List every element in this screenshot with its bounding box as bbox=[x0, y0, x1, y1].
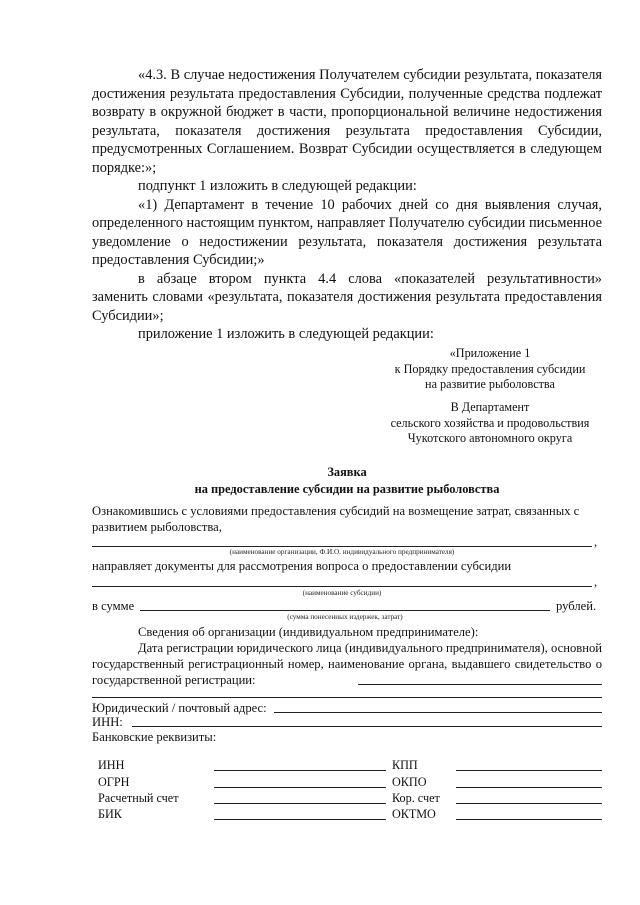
bank-field-kpp[interactable] bbox=[456, 770, 602, 771]
registration-text: Дата регистрации юридического лица (индивидуального предпринимателя), основной государственный регистрационный номер, наименование органа, выдавшего свидетельство о государственной регистрации: bbox=[92, 641, 602, 687]
appendix-line-1: «Приложение 1 bbox=[449, 346, 531, 360]
inn-label: ИНН: bbox=[92, 715, 123, 729]
bank-field-corr-account[interactable] bbox=[456, 803, 602, 804]
address-label: Юридический / почтовый адрес: bbox=[92, 701, 267, 715]
bank-label-ogrn: ОГРН bbox=[98, 775, 130, 789]
address-field[interactable] bbox=[274, 712, 602, 713]
bank-field-account[interactable] bbox=[214, 803, 386, 804]
comma: , bbox=[594, 535, 598, 549]
addressee-line-3: Чукотского автономного округа bbox=[407, 431, 573, 445]
addressee-line-2: сельского хозяйства и продовольствия bbox=[390, 415, 590, 430]
bank-label-okpo: ОКПО bbox=[392, 775, 427, 789]
amount-caption: (сумма понесенных издержек, затрат) bbox=[287, 613, 403, 621]
appendix-header bbox=[360, 346, 620, 393]
org-name-caption: (наименование организации, Ф.И.О. индивидуального предпринимателя) bbox=[229, 548, 455, 556]
bank-label-oktmo: ОКТМО bbox=[392, 807, 436, 821]
addressee-line-1: В Департамент bbox=[450, 400, 530, 414]
bank-field-bik[interactable] bbox=[214, 819, 386, 820]
bank-field-okpo[interactable] bbox=[456, 787, 602, 788]
registration-info bbox=[92, 640, 602, 688]
registration-field-continued[interactable] bbox=[92, 697, 602, 698]
form-intro: Ознакомившись с условиями предоставления субсидий на возмещение затрат, связанных с развитием рыболовства, bbox=[92, 504, 580, 534]
subsidy-name-caption: (наименование субсидии) bbox=[302, 589, 382, 597]
bank-details-label: Банковские реквизиты: bbox=[92, 730, 217, 744]
addressee-block bbox=[360, 400, 620, 447]
application-title: Заявка bbox=[327, 465, 367, 479]
registration-field[interactable] bbox=[358, 684, 602, 685]
amendment-text bbox=[92, 66, 602, 344]
org-name-field[interactable] bbox=[92, 546, 592, 547]
bank-field-inn[interactable] bbox=[214, 770, 386, 771]
paragraph-appendix: приложение 1 изложить в следующей редакции: bbox=[138, 326, 434, 342]
sends-text: направляет документы для рассмотрения вопроса о предоставлении субсидии bbox=[92, 559, 512, 573]
paragraph-subitem: подпункт 1 изложить в следующей редакции: bbox=[138, 178, 417, 194]
bank-label-bik: БИК bbox=[98, 807, 122, 821]
appendix-line-2: к Порядку предоставления субсидии bbox=[394, 361, 586, 376]
comma: , bbox=[594, 575, 598, 589]
bank-field-oktmo[interactable] bbox=[456, 819, 602, 820]
bank-label-kpp: КПП bbox=[392, 758, 418, 772]
rubles-label: рублей. bbox=[556, 599, 597, 613]
subsidy-name-field[interactable] bbox=[92, 586, 592, 587]
org-info-heading: Сведения об организации (индивидуальном предпринимателе): bbox=[138, 625, 479, 639]
appendix-line-3: на развитие рыболовства bbox=[425, 377, 555, 391]
paragraph-item-1: «1) Департамент в течение 10 рабочих дней со дня выявления случая, определенного настоящим пунктом, направляет Получателю субсидии письменное уведомление о недостижении результата, показателя достижения результата предоставления Субсидии;» bbox=[92, 196, 602, 268]
application-subtitle: на предоставление субсидии на развитие рыболовства bbox=[194, 482, 500, 496]
bank-label-account: Расчетный счет bbox=[98, 791, 179, 805]
bank-field-ogrn[interactable] bbox=[214, 787, 386, 788]
inn-field[interactable] bbox=[132, 726, 602, 727]
bank-label-corr-account: Кор. счет bbox=[392, 791, 440, 805]
paragraph-4-4: в абзаце втором пункта 4.4 слова «показателей результативности» заменить словами «результата, показателя достижения результата предоставления Субсидии»; bbox=[92, 270, 602, 324]
bank-label-inn: ИНН bbox=[98, 758, 125, 772]
paragraph-4-3: «4.3. В случае недостижения Получателем субсидии результата, показателя достижения результата предоставления Субсидии, полученные средства подлежат возврату в окружной бюджет в части, пропорциональной величине недостижения результата, показателя достижения результата предоставления Субсидии, предусмотренных Соглашением. Возврат Субсидии осуществляется в следующем порядке:»; bbox=[92, 67, 602, 176]
amount-field[interactable] bbox=[140, 610, 550, 611]
amount-label: в сумме bbox=[92, 599, 135, 613]
